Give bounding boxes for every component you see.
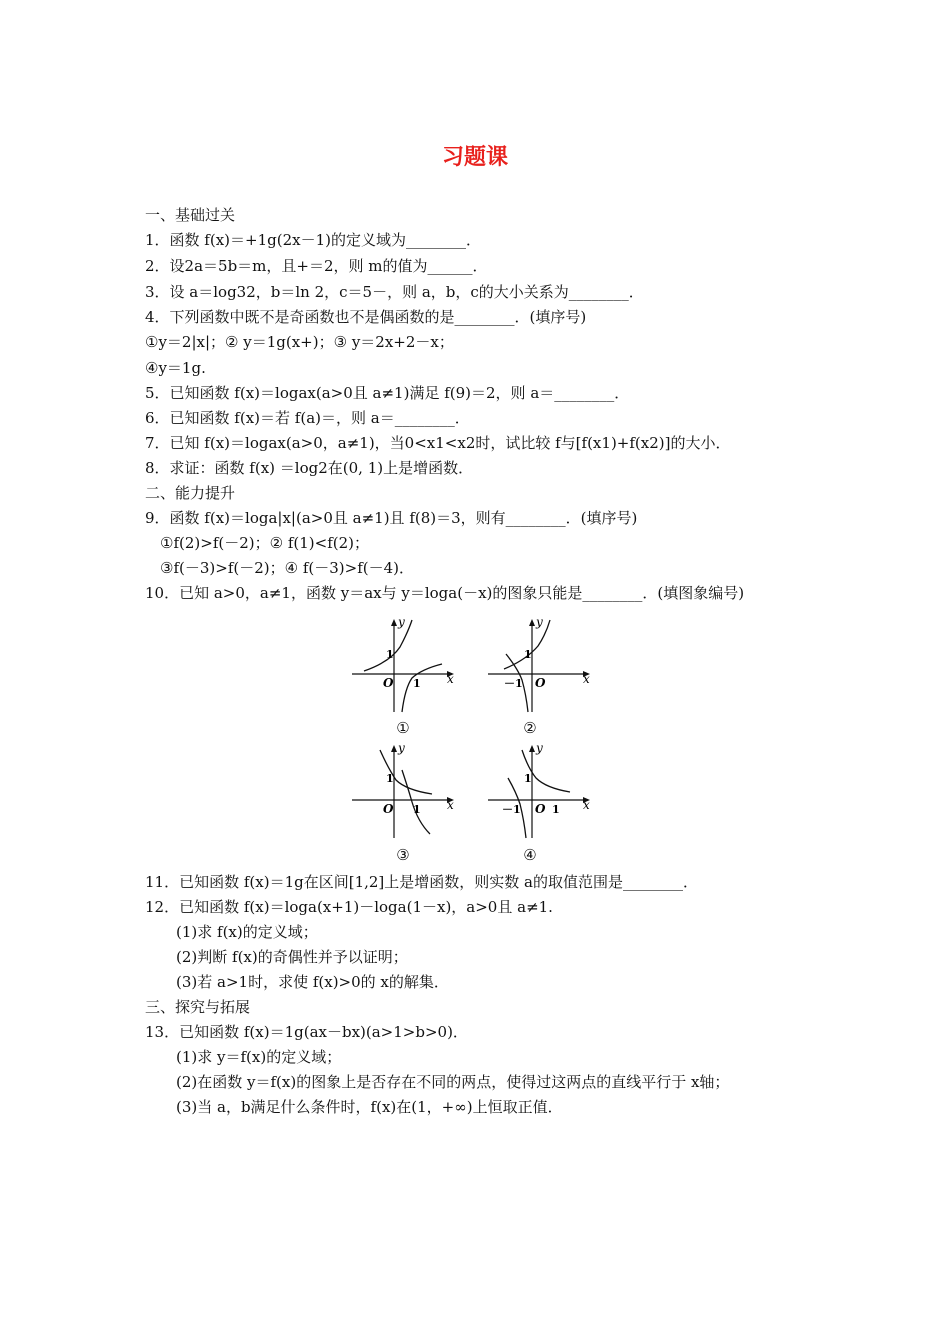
graph-3-svg xyxy=(350,740,460,840)
option-line: ①f(2)>f(－2)；② f(1)<f(2)； xyxy=(160,534,369,552)
graph-2-label: ② xyxy=(523,719,537,737)
graph-4 xyxy=(486,740,596,844)
option-line: ③f(－3)>f(－2)；④ f(－3)>f(－4)． xyxy=(160,559,414,577)
question-line: 1．函数 f(x)＝+1g(2x－1)的定义域为________． xyxy=(145,231,481,249)
tick-label: 1 xyxy=(413,803,421,816)
graph-4-svg xyxy=(486,740,596,840)
section-heading: 一、基础过关 xyxy=(145,206,236,224)
graph-1 xyxy=(350,614,460,718)
question-line: 9．函数 f(x)＝loga|x|(a>0且 a≠1)且 f(8)＝3，则有________．(填序号) xyxy=(145,509,638,527)
x-axis-label: x xyxy=(583,798,590,812)
question-line: 6．已知函数 f(x)＝若 f(a)＝，则 a＝________． xyxy=(145,409,470,427)
subquestion-line: (3)若 a>1时，求使 f(x)>0的 x的解集． xyxy=(176,973,449,991)
question-line: 12．已知函数 f(x)＝loga(x+1)－loga(1－x)，a>0且 a≠1. xyxy=(145,898,553,916)
y-axis-label: y xyxy=(398,741,405,755)
x-axis-label: x xyxy=(583,672,590,686)
section-heading: 二、能力提升 xyxy=(145,484,236,502)
question-line: 5．已知函数 f(x)＝logax(a>0且 a≠1)满足 f(9)＝2，则 a＝________． xyxy=(145,384,630,402)
graph-2 xyxy=(486,614,596,718)
origin-label: O xyxy=(535,676,546,690)
option-line: ④y＝1g. xyxy=(145,359,206,377)
subquestion-line: (1)求 y＝f(x)的定义域； xyxy=(176,1048,342,1066)
origin-label: O xyxy=(383,676,394,690)
graph-2-svg xyxy=(486,614,596,714)
subquestion-line: (2)判断 f(x)的奇偶性并予以证明； xyxy=(176,948,408,966)
tick-label: 1 xyxy=(524,772,532,785)
question-line: 3．设 a＝log32，b＝ln 2，c＝5－，则 a，b，c的大小关系为________． xyxy=(145,283,644,301)
graph-3-label: ③ xyxy=(396,846,410,864)
question-line: 8．求证：函数 f(x) ＝log2在(0, 1)上是增函数． xyxy=(145,459,474,477)
page-title: 习题课 xyxy=(441,145,508,170)
tick-label: 1 xyxy=(413,677,421,690)
tick-label: 1 xyxy=(552,803,560,816)
x-axis-label: x xyxy=(447,672,454,686)
y-axis-label: y xyxy=(536,741,543,755)
tick-label: 1 xyxy=(386,772,394,785)
question-line: 4．下列函数中既不是奇函数也不是偶函数的是________．(填序号) xyxy=(145,308,587,326)
graph-1-svg xyxy=(350,614,460,714)
tick-label: 1 xyxy=(386,648,394,661)
y-axis-label: y xyxy=(398,615,405,629)
graph-1-label: ① xyxy=(396,719,410,737)
subquestion-line: (1)求 f(x)的定义域； xyxy=(176,923,318,941)
tick-label: 1 xyxy=(524,648,532,661)
origin-label: O xyxy=(535,802,546,816)
section-heading: 三、探究与拓展 xyxy=(145,998,251,1016)
subquestion-line: (3)当 a，b满足什么条件时，f(x)在(1，+∞)上恒取正值． xyxy=(176,1098,563,1116)
question-line: 7．已知 f(x)＝logax(a>0，a≠1)，当0<x1<x2时，试比较 f与[f(x1)+f(x2)]的大小． xyxy=(145,434,731,452)
y-axis-label: y xyxy=(536,615,543,629)
subquestion-line: (2)在函数 y＝f(x)的图象上是否存在不同的两点，使得过这两点的直线平行于 x轴； xyxy=(176,1073,730,1091)
tick-label: －1 xyxy=(504,677,523,690)
question-line: 2．设2a＝5b＝m，且+＝2，则 m的值为______． xyxy=(145,257,488,275)
question-line: 10．已知 a>0，a≠1，函数 y＝ax与 y＝loga(－x)的图象只能是________．(填图象编号) xyxy=(145,584,745,602)
question-line: 13．已知函数 f(x)＝1g(ax－bx)(a>1>b>0)． xyxy=(145,1023,468,1041)
origin-label: O xyxy=(383,802,394,816)
question-line: 11．已知函数 f(x)＝1g在区间[1,2]上是增函数，则实数 a的取值范围是________． xyxy=(145,873,698,891)
graph-4-label: ④ xyxy=(523,846,537,864)
graph-3 xyxy=(350,740,460,844)
x-axis-label: x xyxy=(447,798,454,812)
option-line: ①y＝2|x|；② y＝1g(x+)；③ y＝2x+2－x； xyxy=(145,333,454,351)
tick-label: －1 xyxy=(502,803,521,816)
